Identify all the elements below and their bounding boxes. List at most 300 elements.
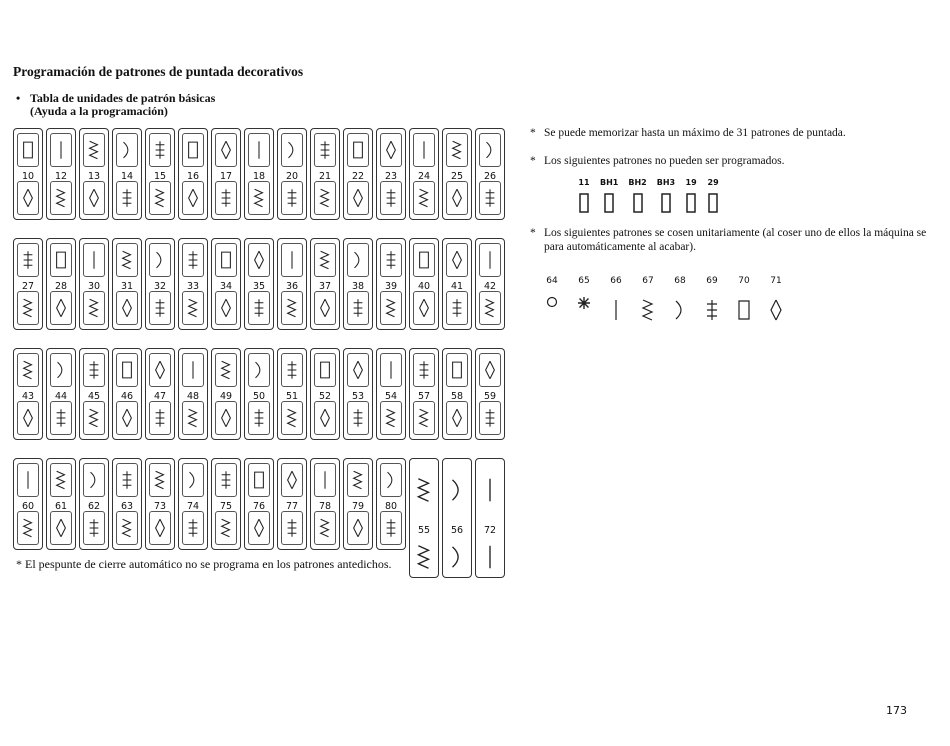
pattern-cell: [112, 128, 142, 220]
stitch-glyph-icon: [351, 249, 365, 271]
stitch-glyph-icon: [219, 407, 233, 429]
pattern-preview: [479, 243, 501, 277]
stitch-glyph-icon: [450, 249, 464, 271]
stitch-glyph-icon: [483, 249, 497, 271]
pattern-number: 53: [351, 391, 365, 402]
stitch-glyph-icon: [120, 297, 134, 319]
pattern-number: 38: [351, 281, 365, 292]
pattern-preview: [149, 243, 171, 277]
pattern-grid: [13, 128, 505, 568]
pattern-number: 17: [219, 171, 233, 182]
pattern-cell: [13, 458, 43, 550]
pattern-preview: [215, 463, 237, 497]
stitch-glyph-icon: [186, 407, 200, 429]
stitch-glyph-icon: [415, 465, 433, 515]
pattern-number: 58: [450, 391, 464, 402]
stitch-glyph-icon: [252, 249, 266, 271]
pattern-unit: [215, 511, 237, 545]
stitch-glyph-icon: [120, 517, 134, 539]
pattern-preview: [314, 133, 336, 167]
stitch-glyph-icon: [21, 249, 35, 271]
buttonhole-icon: [578, 192, 590, 214]
pattern-cell: [178, 348, 208, 440]
pattern-preview: [347, 133, 369, 167]
pattern-cell: [376, 128, 406, 220]
pattern-cell: [475, 238, 505, 330]
circle-icon: [546, 296, 558, 308]
pattern-preview: [446, 353, 468, 387]
pattern-number: 46: [120, 391, 134, 402]
pattern-preview: [314, 243, 336, 277]
pattern-row: [13, 128, 505, 228]
stitch-glyph-icon: [21, 469, 35, 491]
pattern-unit: [446, 181, 468, 215]
pattern-number: 78: [318, 501, 332, 512]
pattern-number: 76: [252, 501, 266, 512]
pattern-cell: [277, 348, 307, 440]
pattern-number: 24: [417, 171, 431, 182]
pattern-cell: [178, 128, 208, 220]
pattern-unit: [248, 511, 270, 545]
stitch-glyph-icon: [285, 297, 299, 319]
note-text: Se puede memorizar hasta un máximo de 31 patrones de puntada.: [544, 127, 846, 139]
non-programmable-item: [600, 176, 618, 214]
pattern-number: 32: [153, 281, 167, 292]
pattern-number: 74: [186, 501, 200, 512]
note-star: *: [530, 127, 536, 139]
pattern-preview: [446, 243, 468, 277]
non-programmable-item: [657, 176, 675, 214]
stitch-glyph-icon: [351, 139, 365, 161]
note-text: Los siguientes patrones se cosen unitariamente (al coser uno de ellos la máquina se para automáticamente al acabar).: [544, 227, 927, 253]
pattern-preview: [182, 133, 204, 167]
pattern-unit: [380, 181, 402, 215]
non-programmable-item: [628, 176, 646, 214]
pattern-preview: [17, 133, 39, 167]
pattern-unit: [149, 181, 171, 215]
stitch-glyph-icon: [87, 297, 101, 319]
pattern-number: 61: [54, 501, 68, 512]
pattern-unit: [380, 511, 402, 545]
stitch-glyph-icon: [384, 139, 398, 161]
stitch-glyph-icon: [768, 296, 784, 324]
non-programmable-item: [685, 176, 697, 214]
stitch-glyph-icon: [120, 469, 134, 491]
stitch-glyph-icon: [481, 539, 499, 575]
stitch-glyph-icon: [351, 297, 365, 319]
pattern-cell: [343, 238, 373, 330]
unit-pattern-item: [670, 274, 690, 324]
stitch-glyph-icon: [318, 139, 332, 161]
pattern-number: 75: [219, 501, 233, 512]
stitch-glyph-icon: [153, 297, 167, 319]
pattern-cell: [112, 238, 142, 330]
stitch-glyph-icon: [186, 249, 200, 271]
pattern-cell-tall: [409, 458, 439, 578]
pattern-preview: [281, 353, 303, 387]
stitch-glyph-icon: [448, 539, 466, 575]
pattern-cell: [112, 458, 142, 550]
stitch-glyph-icon: [120, 359, 134, 381]
pattern-number: 62: [87, 501, 101, 512]
unit-pattern-item: [574, 274, 594, 324]
pattern-cell: [442, 348, 472, 440]
stitch-glyph-icon: [417, 359, 431, 381]
stitch-glyph-icon: [417, 249, 431, 271]
pattern-number: 80: [384, 501, 398, 512]
pattern-number: 72: [483, 525, 497, 536]
pattern-number: 54: [384, 391, 398, 402]
pattern-unit: [248, 401, 270, 435]
pattern-row: [13, 348, 505, 448]
stitch-glyph-icon: [318, 187, 332, 209]
pattern-unit: [215, 401, 237, 435]
pattern-unit: [83, 401, 105, 435]
unit-pattern-number: 68: [674, 276, 686, 286]
pattern-unit: [83, 511, 105, 545]
pattern-number: 27: [21, 281, 35, 292]
unit-pattern-number: 71: [770, 276, 782, 286]
pattern-cell: [442, 238, 472, 330]
pattern-cell: [46, 458, 76, 550]
non-programmable-item: [707, 176, 719, 214]
pattern-cell: [310, 128, 340, 220]
pattern-unit: [149, 511, 171, 545]
footnote: * El pespunte de cierre automático no se programa en los patrones antedichos.: [16, 557, 392, 571]
stitch-glyph-icon: [252, 517, 266, 539]
stitch-glyph-icon: [351, 407, 365, 429]
pattern-cell: [475, 128, 505, 220]
pattern-preview: [215, 353, 237, 387]
pattern-cell: [13, 348, 43, 440]
pattern-unit: [50, 291, 72, 325]
pattern-number: 45: [87, 391, 101, 402]
pattern-number: 52: [318, 391, 332, 402]
non-programmable-label: BH2: [628, 178, 647, 187]
pattern-number: 51: [285, 391, 299, 402]
stitch-glyph-icon: [318, 517, 332, 539]
pattern-number: 79: [351, 501, 365, 512]
stitch-glyph-icon: [186, 187, 200, 209]
stitch-glyph-icon: [351, 359, 365, 381]
pattern-unit: [281, 181, 303, 215]
stitch-glyph-icon: [483, 139, 497, 161]
stitch-glyph-icon: [608, 296, 624, 324]
pattern-number: 26: [483, 171, 497, 182]
stitch-glyph-icon: [87, 249, 101, 271]
pattern-number: 49: [219, 391, 233, 402]
subtitle-line-2: (Ayuda a la programación): [30, 104, 168, 118]
pattern-unit: [446, 401, 468, 435]
pattern-preview: [281, 463, 303, 497]
pattern-cell: [178, 238, 208, 330]
pattern-unit: [215, 181, 237, 215]
pattern-number: 36: [285, 281, 299, 292]
asterisk-icon: [577, 296, 591, 310]
pattern-number: 59: [483, 391, 497, 402]
pattern-preview: [281, 243, 303, 277]
stitch-glyph-icon: [153, 359, 167, 381]
stitch-glyph-icon: [252, 297, 266, 319]
stitch-glyph-icon: [415, 539, 433, 575]
stitch-glyph-icon: [384, 359, 398, 381]
stitch-glyph-icon: [448, 465, 466, 515]
stitch-glyph-icon: [120, 249, 134, 271]
pattern-preview: [50, 243, 72, 277]
stitch-glyph-icon: [318, 297, 332, 319]
pattern-unit: [281, 401, 303, 435]
subtitle: [16, 91, 216, 118]
non-programmable-label: 19: [685, 178, 697, 187]
note-unit-patterns: [530, 226, 930, 254]
pattern-unit: [248, 181, 270, 215]
stitch-glyph-icon: [219, 187, 233, 209]
pattern-preview: [248, 353, 270, 387]
pattern-number: 48: [186, 391, 200, 402]
pattern-cell: [277, 128, 307, 220]
pattern-number: 43: [21, 391, 35, 402]
stitch-glyph-icon: [384, 469, 398, 491]
stitch-glyph-icon: [54, 469, 68, 491]
pattern-number: 40: [417, 281, 431, 292]
pattern-cell: [178, 458, 208, 550]
pattern-preview: [50, 133, 72, 167]
pattern-number: 77: [285, 501, 299, 512]
stitch-glyph-icon: [384, 407, 398, 429]
unit-pattern-number: 66: [610, 276, 622, 286]
pattern-number: 39: [384, 281, 398, 292]
stitch-glyph-icon: [21, 297, 35, 319]
pattern-unit: [182, 401, 204, 435]
notes: [530, 126, 930, 324]
stitch-glyph-icon: [640, 296, 656, 324]
pattern-unit: [116, 291, 138, 325]
stitch-glyph-icon: [87, 517, 101, 539]
stitch-glyph-icon: [417, 297, 431, 319]
pattern-cell: [376, 238, 406, 330]
buttonhole-icon: [632, 192, 644, 214]
stitch-glyph-icon: [21, 517, 35, 539]
pattern-cell: [343, 128, 373, 220]
pattern-number: 34: [219, 281, 233, 292]
unit-pattern-number: 64: [546, 276, 558, 286]
stitch-glyph-icon: [318, 407, 332, 429]
pattern-unit: [479, 291, 501, 325]
subtitle-line-1: Tabla de unidades de patrón básicas: [30, 91, 216, 105]
stitch-glyph-icon: [384, 517, 398, 539]
stitch-glyph-icon: [481, 465, 499, 515]
stitch-glyph-icon: [21, 407, 35, 429]
unit-pattern-item: [766, 274, 786, 324]
pattern-unit: [17, 291, 39, 325]
pattern-cell: [310, 458, 340, 550]
stitch-glyph-icon: [417, 139, 431, 161]
pattern-preview: [446, 133, 468, 167]
pattern-preview: [17, 463, 39, 497]
pattern-unit: [50, 511, 72, 545]
stitch-glyph-icon: [153, 249, 167, 271]
pattern-number: 35: [252, 281, 266, 292]
pattern-number: 30: [87, 281, 101, 292]
pattern-unit: [149, 291, 171, 325]
pattern-preview: [116, 463, 138, 497]
pattern-preview: [182, 353, 204, 387]
page-title: Programación de patrones de puntada decorativos: [13, 64, 304, 79]
page-number: 173: [886, 704, 907, 717]
pattern-number: 47: [153, 391, 167, 402]
non-programmable-list: [578, 176, 930, 214]
pattern-preview: [83, 133, 105, 167]
pattern-cell: [79, 348, 109, 440]
pattern-cell: [376, 458, 406, 550]
stitch-glyph-icon: [483, 297, 497, 319]
stitch-glyph-icon: [54, 249, 68, 271]
stitch-glyph-icon: [120, 139, 134, 161]
pattern-unit: [215, 291, 237, 325]
pattern-preview: [17, 243, 39, 277]
pattern-cell: [277, 458, 307, 550]
pattern-unit: [314, 511, 336, 545]
pattern-number: 41: [450, 281, 464, 292]
pattern-cell: [310, 238, 340, 330]
stitch-glyph-icon: [285, 187, 299, 209]
stitch-glyph-icon: [285, 139, 299, 161]
stitch-glyph-icon: [54, 359, 68, 381]
pattern-number: 14: [120, 171, 134, 182]
stitch-glyph-icon: [318, 359, 332, 381]
pattern-unit: [182, 291, 204, 325]
stitch-glyph-icon: [87, 139, 101, 161]
note-non-programmable: [530, 154, 930, 168]
stitch-glyph-icon: [54, 297, 68, 319]
stitch-glyph-icon: [252, 407, 266, 429]
pattern-number: 33: [186, 281, 200, 292]
pattern-preview: [380, 463, 402, 497]
stitch-glyph-icon: [87, 469, 101, 491]
pattern-number: 42: [483, 281, 497, 292]
stitch-glyph-icon: [450, 359, 464, 381]
pattern-number: 15: [153, 171, 167, 182]
pattern-cell: [343, 458, 373, 550]
stitch-glyph-icon: [21, 187, 35, 209]
pattern-unit: [17, 511, 39, 545]
pattern-cell: [277, 238, 307, 330]
pattern-cell: [145, 128, 175, 220]
pattern-unit: [149, 401, 171, 435]
stitch-glyph-icon: [384, 297, 398, 319]
stitch-glyph-icon: [285, 359, 299, 381]
pattern-cell: [145, 458, 175, 550]
pattern-row: [13, 458, 505, 558]
stitch-glyph-icon: [252, 187, 266, 209]
stitch-glyph-icon: [186, 297, 200, 319]
non-programmable-label: 29: [707, 178, 719, 187]
pattern-preview: [380, 243, 402, 277]
pattern-cell: [310, 348, 340, 440]
stitch-glyph-icon: [736, 296, 752, 324]
stitch-glyph-icon: [285, 407, 299, 429]
pattern-cell-tall: [442, 458, 472, 578]
stitch-glyph-icon: [153, 517, 167, 539]
stitch-glyph-icon: [153, 469, 167, 491]
pattern-number: 20: [285, 171, 299, 182]
pattern-preview: [380, 353, 402, 387]
pattern-preview: [248, 133, 270, 167]
pattern-number: 31: [120, 281, 134, 292]
stitch-glyph-icon: [153, 407, 167, 429]
stitch-glyph-icon: [153, 187, 167, 209]
stitch-glyph-icon: [384, 187, 398, 209]
pattern-unit: [479, 401, 501, 435]
pattern-row: [13, 238, 505, 338]
pattern-cell: [244, 458, 274, 550]
stitch-glyph-icon: [252, 359, 266, 381]
stitch-glyph-icon: [54, 517, 68, 539]
pattern-preview: [413, 353, 435, 387]
pattern-preview: [248, 243, 270, 277]
pattern-preview: [83, 243, 105, 277]
pattern-preview: [347, 463, 369, 497]
pattern-cell: [211, 128, 241, 220]
stitch-glyph-icon: [219, 297, 233, 319]
stitch-glyph-icon: [318, 249, 332, 271]
stitch-glyph-icon: [186, 139, 200, 161]
stitch-glyph-icon: [186, 359, 200, 381]
buttonhole-icon: [660, 192, 672, 214]
stitch-glyph-icon: [219, 469, 233, 491]
pattern-unit: [116, 401, 138, 435]
pattern-unit: [413, 401, 435, 435]
pattern-cell: [79, 128, 109, 220]
pattern-number: 60: [21, 501, 35, 512]
stitch-glyph-icon: [417, 407, 431, 429]
unit-pattern-item: [638, 274, 658, 324]
pattern-preview: [116, 133, 138, 167]
pattern-preview: [215, 133, 237, 167]
non-programmable-label: 11: [578, 178, 590, 187]
pattern-unit: [83, 181, 105, 215]
stitch-glyph-icon: [384, 249, 398, 271]
unit-pattern-number: 69: [706, 276, 718, 286]
pattern-number: 44: [54, 391, 68, 402]
pattern-cell: [409, 128, 439, 220]
pattern-preview: [83, 353, 105, 387]
pattern-preview: [182, 463, 204, 497]
stitch-glyph-icon: [186, 469, 200, 491]
stitch-glyph-icon: [120, 187, 134, 209]
pattern-cell: [211, 348, 241, 440]
bullet: •: [16, 91, 21, 105]
stitch-glyph-icon: [21, 359, 35, 381]
pattern-preview: [17, 353, 39, 387]
pattern-unit: [182, 511, 204, 545]
pattern-cell: [211, 238, 241, 330]
stitch-glyph-icon: [351, 517, 365, 539]
pattern-unit: [380, 291, 402, 325]
unit-pattern-number: 70: [738, 276, 750, 286]
pattern-cell: [79, 238, 109, 330]
pattern-number: 55: [417, 525, 431, 536]
stitch-glyph-icon: [483, 187, 497, 209]
pattern-preview: [479, 133, 501, 167]
pattern-number: 25: [450, 171, 464, 182]
pattern-preview: [149, 463, 171, 497]
pattern-number: 73: [153, 501, 167, 512]
buttonhole-icon: [685, 192, 697, 214]
stitch-glyph-icon: [450, 297, 464, 319]
stitch-glyph-icon: [219, 359, 233, 381]
pattern-cell: [409, 238, 439, 330]
